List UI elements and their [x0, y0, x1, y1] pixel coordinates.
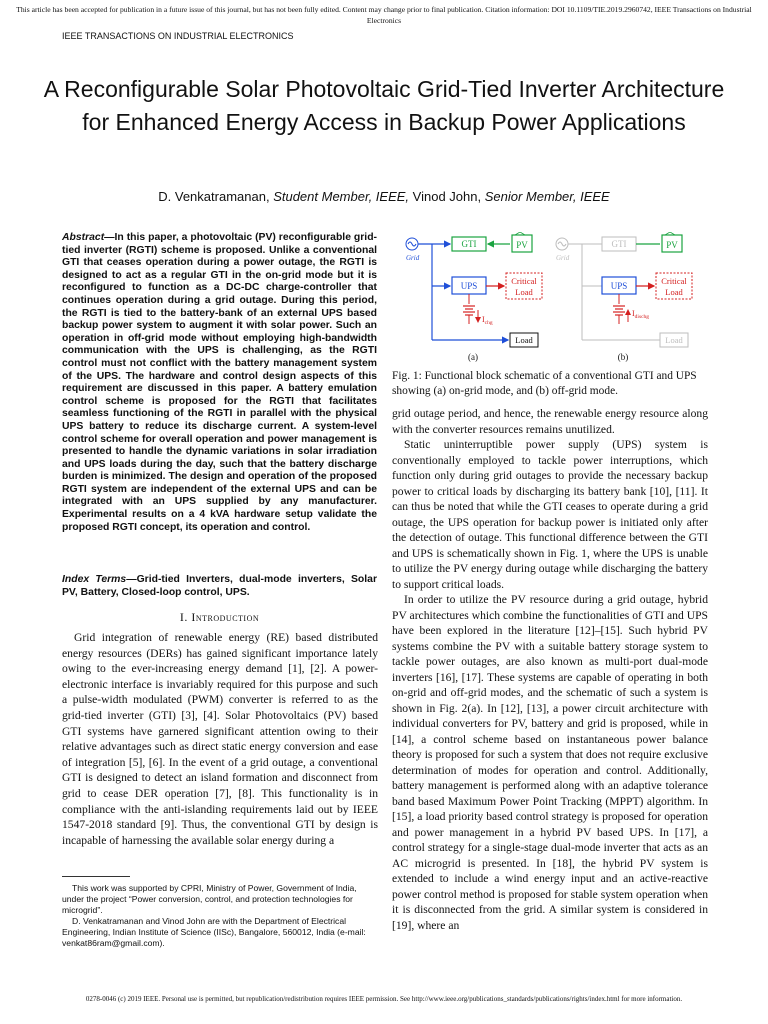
gti-label-a: GTI [461, 239, 477, 249]
section-heading [62, 610, 377, 625]
author-line [0, 189, 768, 204]
battery-icon-b [613, 294, 625, 324]
critical-load-label1-a: Critical [511, 276, 537, 286]
footnotes [62, 883, 378, 949]
ups-label-b: UPS [610, 281, 628, 291]
grid-label-b: Grid [556, 254, 570, 262]
grid-source-icon [406, 238, 418, 250]
charge-current-label-a: $I_{chg}$ [482, 315, 493, 326]
right-column-text [392, 406, 708, 933]
grid-label-a: Grid [406, 254, 420, 262]
author-1: D. Venkatramanan, [158, 189, 270, 204]
figure-caption: Fig. 1: Functional block schematic of a conventional GTI and UPS showing (a) on-grid mode, and (b) off-grid mode. [392, 370, 697, 398]
critical-load-label1-b: Critical [661, 276, 687, 286]
critical-load-label2-b: Load [665, 287, 683, 297]
author-2-affiliation: Senior Member, IEEE [484, 189, 610, 204]
load-label-b: Load [665, 335, 683, 345]
journal-header: IEEE TRANSACTIONS ON INDUSTRIAL ELECTRONICS [62, 31, 294, 41]
paper-title: A Reconfigurable Solar Photovoltaic Grid-Tied Inverter Architecture for Enhanced Energy Access in Backup Power Applications [43, 76, 725, 135]
critical-load-label2-a: Load [515, 287, 533, 297]
abstract-text: —In this paper, a photovoltaic (PV) reconfigurable grid-tied inverter (RGTI) scheme is proposed. Unlike a conventional GTI that ceases operation during a power outage, the RGTI is designed to act as a regular GTI in the on-grid mode but it is reconfigured to function as a DC-DC charge-controller that continues operation during a grid outage. During this period, the RGTI is tied to the battery-bank of an external UPS based backup power system to augment it with solar power. Such an operation in off-grid mode without employing high-bandwidth communication with the UPS is challenging, as the RGTI control must not conflict with the battery management system of the UPS. The hardware and control design aspects of this requirement are discussed in this paper. A battery emulation control scheme is proposed for the RGTI that facilitates seamless functioning of the RGTI in parallel with the physical UPS battery to reduce its discharge current. A system-level control scheme for overall operation and power management is presented to handle the dynamic variations in solar irradiation and UPS loads during the day, such that the battery discharge burden is minimized. The design and operation of the proposed RGTI system are independent of the external UPS and can be integrated with an UPS supplied by any manufacturer. Experimental results on a 4 kVA hardware setup validate the proposed RGTI concept, its operation and control. [62, 232, 377, 533]
abstract-label: Abstract [62, 232, 105, 243]
discharge-current-label-b: $I_{dischg}$ [632, 309, 650, 320]
intro-text [62, 630, 378, 848]
panel-b-label: (b) [617, 352, 629, 362]
author-1-affiliation: Student Member, IEEE, [273, 189, 410, 204]
intro-paragraph: Grid integration of renewable energy (RE) based distributed energy resources (DERs) has gained significant importance lately owing to the ever-increasing energy demand [1], [2]. A power-electronic interface is invariably required for this purpose and such a pulse-width modulated (PWM) converter is referred to as the grid-tied inverter (GTI) [3], [4]. Solar Photovoltaics (PV) based GTI systems have garnered significant attention owing to their relative advantages such as direct static energy conversion and ease of integration [5], [6]. In the event of a grid outage, a conventional GTI is designed to detect an island formation and disconnect from grid to cease DER operation [7], [8]. This functionality is in compliance with the anti-islanding requirements laid out by IEEE 1547-2018 standard [9]. Thus, the conventional GTI by design is incapable of harnessing the available solar energy during a [62, 631, 378, 847]
section-title: Introduction [191, 610, 260, 624]
panel-a-label: (a) [468, 352, 478, 362]
footnote-affiliation: D. Venkatramanan and Vinod John are with the Department of Electrical Engineering, Indian Institute of Science (IISc), Bangalore, 560012, India (e-mail: venkat86ram@gmail.com). [62, 916, 366, 948]
gti-label-b: GTI [611, 239, 627, 249]
paragraph: grid outage period, and hence, the renewable energy resource along with the converter resources remains unutilized. [392, 407, 708, 436]
panel-a [406, 232, 542, 362]
load-label-a: Load [515, 335, 533, 345]
footnote-rule [62, 876, 130, 877]
grid-source-icon [556, 238, 568, 250]
pv-label-a: PV [516, 240, 528, 250]
abstract [62, 232, 377, 534]
ups-label-a: UPS [460, 281, 478, 291]
panel-b [556, 232, 692, 362]
paragraph: Static uninterruptible power supply (UPS) system is conventionally employed to tackle power interruptions, which function only during grid outages to provide the necessary backup power to critical loads by discharging its battery bank [10], [11]. It can thus be noted that while the GTI ceases to operate during a grid outage, the UPS operation for backup power is initiated only after the detection of outage. This functional difference between the GTI and UPS is schematically shown in Fig. 1, where the UPS is unable to utilize the PV energy during outage while discharging the battery to support critical loads. [392, 438, 708, 591]
battery-icon-a [463, 294, 475, 324]
section-number: I. [179, 610, 188, 624]
index-terms [62, 574, 377, 599]
paragraph: In order to utilize the PV resource during a grid outage, hybrid PV architectures which combine the functionalities of GTI and UPS have been explored in the literature [12]–[15]. Such hybrid PV systems combine the PV with a suitable battery storage system to tackle power outages, are also known as multi-port dual-mode inverters [16], [17]. These systems are capable of operating in both on-grid and off-grid modes, and the schematic of such a system is shown in Fig. 2(a). In [12], [13], a power circuit architecture with individual converters for PV, battery and grid is proposed, while in [14], a control scheme based on instantaneous power balance theory is proposed for such a system that does not require exclusive determination of modes for operation and control. Additionally, battery management is performed along with an adaptive tolerance band based Maximum Power Point Tracking (MPPT) algorithm. In [15], a load priority based control strategy is proposed for operation and power management in a hybrid PV based UPS. In [17], a control strategy for a single-stage dual-mode inverter that acts as an AC microgrid is presented. In [18], the hybrid PV system is extended to include a wind energy input and an active-reactive power control method is proposed for stable system operation when it is disconnected from the grid. A similar system is considered in [19], where an [392, 593, 708, 932]
pv-label-b: PV [666, 240, 678, 250]
index-terms-text: —Grid-tied Inverters, dual-mode inverters, Solar PV, Battery, Closed-loop control, UPS. [62, 574, 377, 598]
fig1-block-diagram [392, 232, 708, 367]
index-terms-label: Index Terms [62, 574, 127, 585]
copyright-footer: 0278-0046 (c) 2019 IEEE. Personal use is permitted, but republication/redistribution requires IEEE permission. See http://www.ieee.org/publications_standards/publications/rights/index.html for more information. [85, 995, 683, 1003]
publication-notice: This article has been accepted for publication in a future issue of this journal, but has not been fully edited. Content may change prior to final publication. Citation information: DOI 10.1109/TIE.2019.2960742, IEEE Transactions on Industrial Electronics [16, 5, 752, 25]
footnote-funding: This work was supported by CPRI, Ministry of Power, Government of India, under the project “Power conversion, control, and protection technologies for microgrid”. [62, 883, 357, 915]
author-2: Vinod John, [412, 189, 482, 204]
